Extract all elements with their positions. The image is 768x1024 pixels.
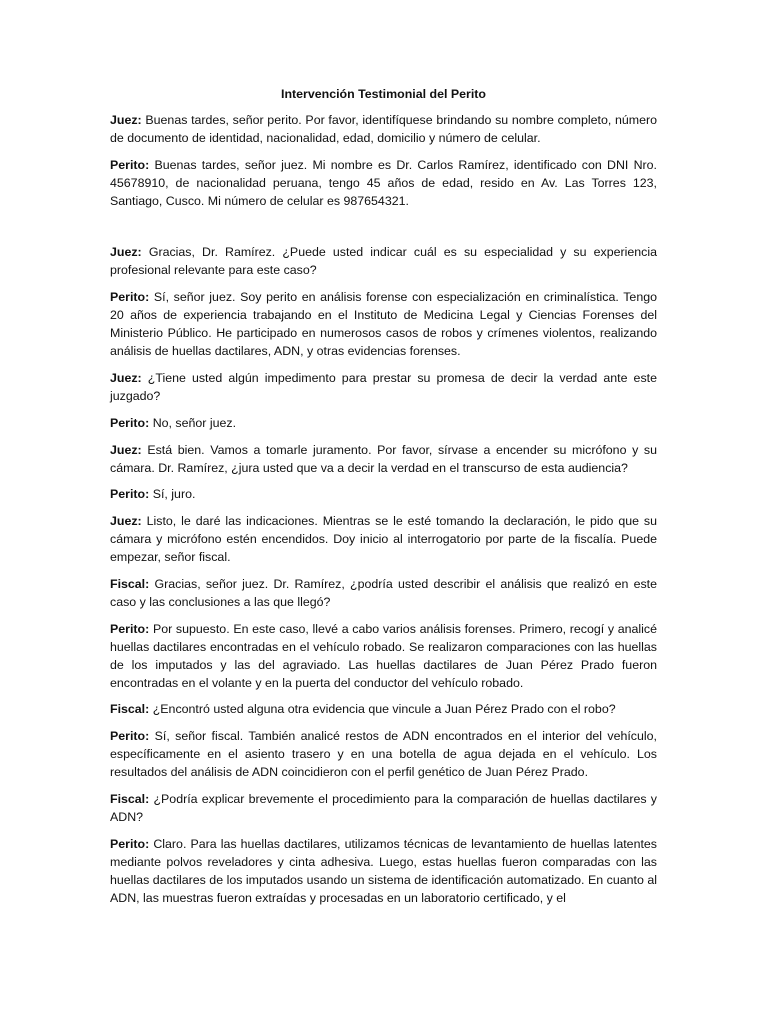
speaker-label: Perito: [110, 487, 150, 502]
document-title: Intervención Testimonial del Perito [281, 87, 486, 101]
dialogue-text: Está bien. Vamos a tomarle juramento. Por favor, sírvase a encender su micrófono y su cámara. Dr. Ramírez, ¿jura usted que va a decir la verdad en el transcurso de esta audiencia? [110, 442, 657, 475]
speaker-label: Fiscal: [110, 702, 150, 717]
dialogue-paragraph [110, 415, 657, 433]
dialogue-paragraph [110, 442, 657, 478]
dialogue-paragraph [110, 157, 657, 211]
speaker-label: Juez: [110, 442, 142, 457]
speaker-label: Fiscal: [110, 577, 150, 592]
dialogue-text: Claro. Para las huellas dactilares, utilizamos técnicas de levantamiento de huellas latentes mediante polvos reveladores y cinta adhesiva. Luego, estas huellas fueron comparadas con las huellas dactilares de los imputados usando un sistema de identificación automatizado. En cuanto al ADN, las muestras fueron extraídas y procesadas en un laboratorio certificado, y el [110, 836, 657, 905]
dialogue-text: Buenas tardes, señor perito. Por favor, identifíquese brindando su nombre completo, número de documento de identidad, nacionalidad, edad, domicilio y número de celular. [110, 112, 657, 145]
dialogue-paragraph [110, 621, 657, 693]
dialogue-text: Por supuesto. En este caso, llevé a cabo varios análisis forenses. Primero, recogí y analicé huellas dactilares encontradas en el vehículo robado. Se realizaron comparaciones con las huellas de los imputados y las del agraviado. Las huellas dactilares de Juan Pérez Prado fueron encontradas en el volante y en la puerta del conductor del vehículo robado. [110, 621, 657, 690]
dialogue-paragraph [110, 112, 657, 148]
dialogue-text: Sí, señor juez. Soy perito en análisis forense con especialización en criminalística. Tengo 20 años de experiencia trabajando en el Instituto de Medicina Legal y Ciencias Forenses del Ministerio Público. He participado en numerosos casos de robos y crímenes violentos, realizando análisis de huellas dactilares, ADN, y otras evidencias forenses. [110, 290, 657, 358]
dialogue-text: Gracias, señor juez. Dr. Ramírez, ¿podría usted describir el análisis que realizó en este caso y las conclusiones a las que llegó? [110, 577, 657, 609]
speaker-label: Juez: [110, 514, 142, 529]
dialogue-text: Buenas tardes, señor juez. Mi nombre es Dr. Carlos Ramírez, identificado con DNI Nro. 45678910, de nacionalidad peruana, tengo 45 años de edad, resido en Av. Las Torres 123, Santiago, Cusco. Mi número de celular es 987654321. [110, 157, 657, 208]
dialogue-text: Listo, le daré las indicaciones. Mientras se le esté tomando la declaración, le pido que su cámara y micrófono estén encendidos. Doy inicio al interrogatorio por parte de la fiscalía. Puede empezar, señor fiscal. [110, 514, 657, 565]
speaker-label: Perito: [110, 290, 150, 305]
dialogue-paragraph [110, 728, 657, 782]
speaker-label: Perito: [110, 836, 150, 851]
dialogue-text: ¿Tiene usted algún impedimento para prestar su promesa de decir la verdad ante este juzgado? [110, 370, 657, 403]
dialogue-text: ¿Encontró usted alguna otra evidencia que vincule a Juan Pérez Prado con el robo? [152, 702, 616, 717]
dialogue-paragraph [110, 513, 657, 567]
document-page [110, 86, 657, 917]
dialogue-paragraph [110, 244, 657, 280]
speaker-label: Fiscal: [110, 792, 150, 807]
dialogue-paragraph [110, 701, 657, 719]
speaker-label: Perito: [110, 729, 150, 744]
dialogue-paragraph [110, 576, 657, 612]
dialogue-text: ¿Podría explicar brevemente el procedimiento para la comparación de huellas dactilares y ADN? [110, 792, 657, 824]
dialogue-paragraph [110, 486, 657, 504]
dialogue-paragraph [110, 836, 657, 908]
speaker-label: Juez: [110, 112, 142, 127]
dialogue-text: Sí, señor fiscal. También analicé restos de ADN encontrados en el interior del vehículo, específicamente en el asiento trasero y en una botella de agua dejada en el vehículo. Los resultados del análisis de ADN coincidieron con el perfil genético de Juan Pérez Prado. [110, 729, 657, 780]
dialogue-paragraph [110, 791, 657, 827]
dialogue-text: Sí, juro. [152, 487, 196, 502]
speaker-label: Juez: [110, 245, 142, 260]
dialogue-text: Gracias, Dr. Ramírez. ¿Puede usted indicar cuál es su especialidad y su experiencia profesional relevante para este caso? [110, 245, 657, 278]
speaker-label: Perito: [110, 157, 150, 172]
dialogue-paragraph [110, 370, 657, 406]
speaker-label: Juez: [110, 370, 142, 385]
speaker-label: Perito: [110, 415, 150, 430]
speaker-label: Perito: [110, 621, 150, 636]
dialogue-text: No, señor juez. [152, 415, 237, 430]
dialogue-paragraph [110, 289, 657, 361]
